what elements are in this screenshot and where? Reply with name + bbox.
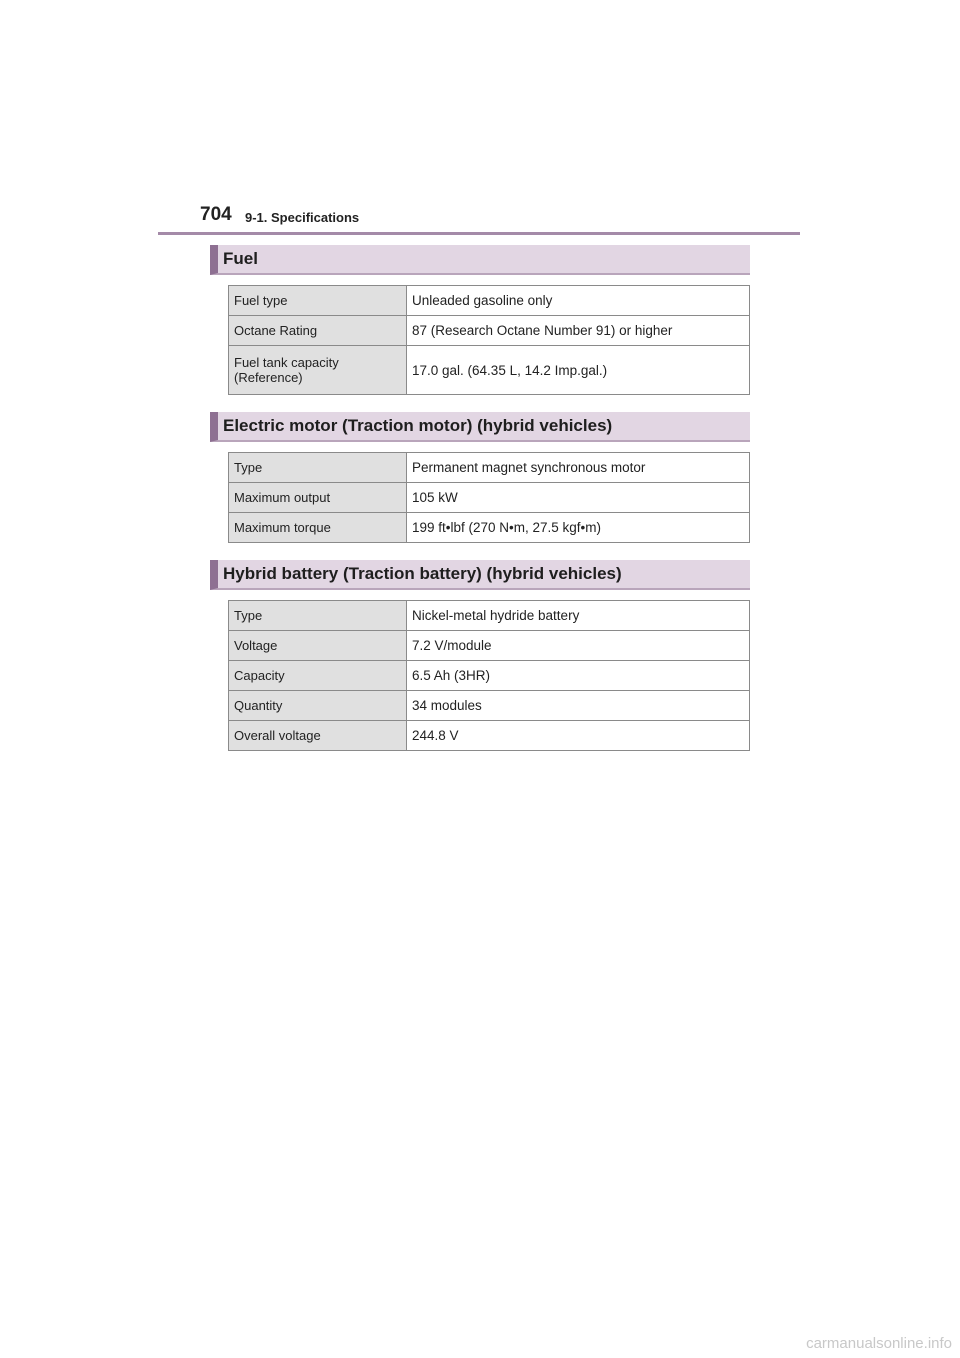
table-row [229,721,750,751]
table-row [229,691,750,721]
section-heading: Hybrid battery (Traction battery) (hybrid vehicles) [210,560,750,590]
spec-label: Fuel type [229,286,407,316]
spec-label: Type [229,453,407,483]
table-row [229,631,750,661]
battery-spec-table [228,600,750,751]
spec-label: Voltage [229,631,407,661]
spec-value: 6.5 Ah (3HR) [407,661,750,691]
hybrid-battery-section [210,560,750,751]
spec-label: Quantity [229,691,407,721]
section-heading: Electric motor (Traction motor) (hybrid vehicles) [210,412,750,442]
spec-value: Unleaded gasoline only [407,286,750,316]
fuel-spec-table [228,285,750,395]
spec-value: Permanent magnet synchronous motor [407,453,750,483]
spec-label: Capacity [229,661,407,691]
table-row [229,346,750,395]
table-row [229,316,750,346]
page-header [158,204,800,235]
table-row [229,661,750,691]
spec-value: 105 kW [407,483,750,513]
electric-motor-section [210,412,750,543]
spec-value: 34 modules [407,691,750,721]
table-row [229,483,750,513]
motor-spec-table [228,452,750,543]
spec-label: Overall voltage [229,721,407,751]
section-name: 9-1. Specifications [245,210,360,225]
watermark: carmanualsonline.info [806,1335,952,1352]
spec-label: Type [229,601,407,631]
spec-value: 199 ft•lbf (270 N•m, 27.5 kgf•m) [407,513,750,543]
spec-label: Maximum output [229,483,407,513]
table-row [229,453,750,483]
spec-label: Maximum torque [229,513,407,543]
page-number: 704 [200,204,232,225]
spec-value: Nickel-metal hydride battery [407,601,750,631]
table-row [229,513,750,543]
fuel-section [210,245,750,395]
spec-value: 7.2 V/module [407,631,750,661]
spec-label: Fuel tank capacity (Reference) [229,346,407,395]
table-row [229,601,750,631]
spec-label: Octane Rating [229,316,407,346]
spec-value: 87 (Research Octane Number 91) or higher [407,316,750,346]
table-row [229,286,750,316]
spec-value: 17.0 gal. (64.35 L, 14.2 Imp.gal.) [407,346,750,395]
spec-value: 244.8 V [407,721,750,751]
section-heading: Fuel [210,245,750,275]
